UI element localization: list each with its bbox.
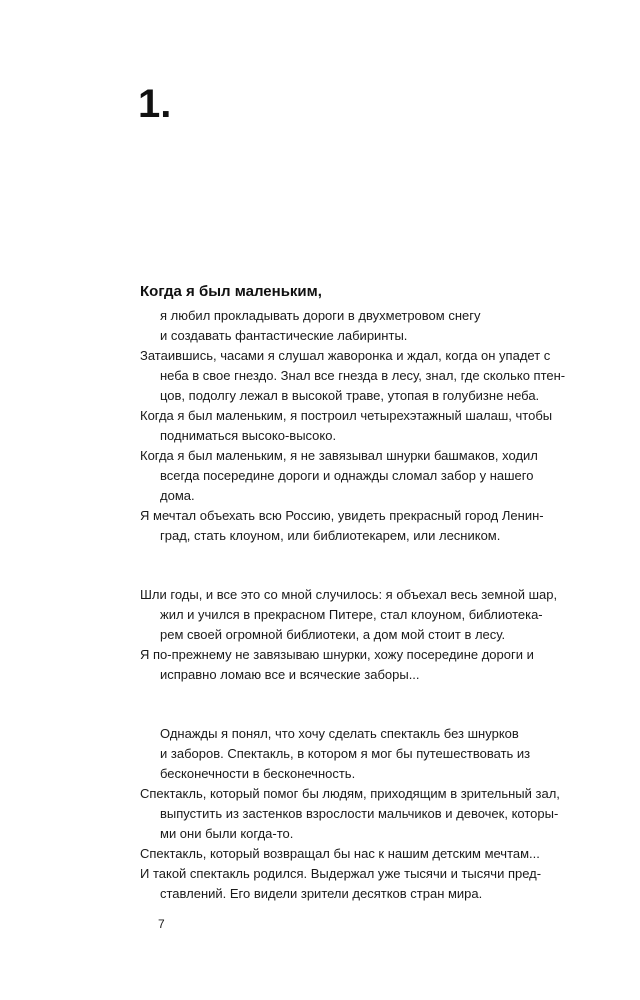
- paragraph: [140, 585, 558, 645]
- text-line: Затаившись, часами я слушал жаворонка и ждал, когда он упадет с: [140, 348, 551, 363]
- text-line: дома.: [160, 488, 195, 503]
- text-line: рем своей огромной библиотеки, а дом мой стоит в лесу.: [160, 627, 506, 642]
- paragraph: [140, 346, 566, 406]
- text-line: я любил прокладывать дороги в двухметровом снегу: [160, 308, 481, 323]
- paragraph: [140, 784, 560, 844]
- text-line: выпустить из застенков взрослости мальчиков и девочек, которы-: [160, 806, 559, 821]
- text-line: цов, подолгу лежал в высокой траве, утопая в голубизне неба.: [160, 388, 540, 403]
- page-number: 7: [158, 917, 165, 931]
- text-line: и создавать фантастические лабиринты.: [160, 328, 408, 343]
- text-line: ми они были когда-то.: [160, 826, 294, 841]
- text-line: И такой спектакль родился. Выдержал уже тысячи и тысячи пред-: [140, 866, 542, 881]
- text-line: град, стать клоуном, или библиотекарем, или лесником.: [160, 528, 501, 543]
- text-line: Я по-прежнему не завязываю шнурки, хожу посередине дороги и: [140, 647, 534, 662]
- text-line: исправно ломаю все и всяческие заборы...: [160, 667, 420, 682]
- text-line: Когда я был маленьким, я не завязывал шнурки башмаков, ходил: [140, 448, 538, 463]
- text-line: Спектакль, который помог бы людям, приходящим в зрительный зал,: [140, 786, 560, 801]
- lead-heading: Когда я был маленьким,: [140, 283, 322, 300]
- paragraph: [140, 506, 544, 546]
- text-line: Я мечтал объехать всю Россию, увидеть прекрасный город Ленин-: [140, 508, 544, 523]
- paragraph: [140, 844, 540, 864]
- text-line: всегда посередине дороги и однажды сломал забор у нашего: [160, 468, 534, 483]
- paragraph: [140, 864, 540, 904]
- text-line: Шли годы, и все это со мной случилось: я объехал весь земной шар,: [140, 587, 558, 602]
- paragraph: [140, 724, 540, 784]
- text-line: и заборов. Спектакль, в котором я мог бы путешествовать из: [160, 746, 531, 761]
- text-line: Однажды я понял, что хочу сделать спектакль без шнурков: [160, 726, 519, 741]
- paragraph: [140, 645, 540, 685]
- text-line: ставлений. Его видели зрители десятков стран мира.: [160, 886, 483, 901]
- paragraph: [140, 306, 540, 346]
- text-line: Когда я был маленьким, я построил четырехэтажный шалаш, чтобы: [140, 408, 553, 423]
- chapter-number: 1.: [138, 82, 172, 126]
- section-break: [140, 685, 540, 724]
- paragraph: [140, 446, 540, 506]
- section-break: [140, 546, 540, 585]
- text-line: неба в свое гнездо. Знал все гнезда в лесу, знал, где сколько птен-: [160, 368, 566, 383]
- paragraph: [140, 406, 553, 446]
- text-line: бесконечности в бесконечность.: [160, 766, 356, 781]
- chapter-body: [140, 281, 566, 904]
- text-line: жил и учился в прекрасном Питере, стал клоуном, библиотека-: [160, 607, 543, 622]
- text-line: Спектакль, который возвращал бы нас к нашим детским мечтам...: [140, 846, 540, 861]
- text-line: подниматься высоко-высоко.: [160, 428, 337, 443]
